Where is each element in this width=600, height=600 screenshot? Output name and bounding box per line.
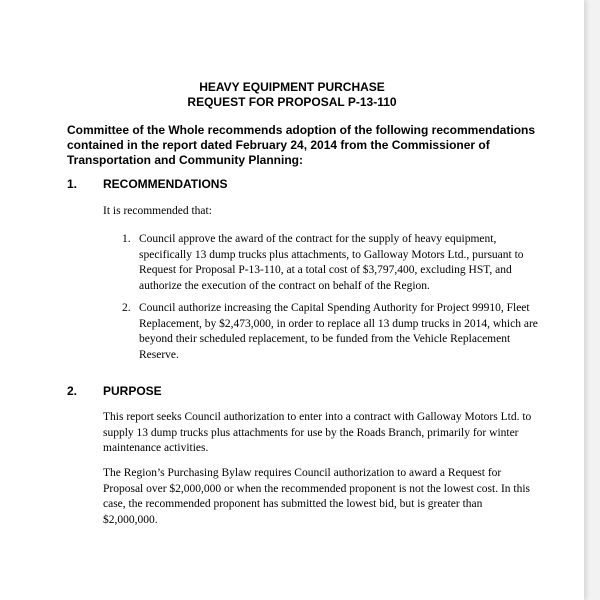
recommendation-1-text: Council approve the award of the contract for the supply of heavy equipment, specifically 13 dump trucks plus attachments, to Galloway Motors Ltd., pursuant to Request for Proposal P-13-110, at a total cost of $3,797,400, excluding HST, and authorize the execution of the contract on behalf of the Region. (139, 233, 524, 292)
document-title-line-1: HEAVY EQUIPMENT PURCHASE (199, 80, 385, 94)
section-1-number: 1. (67, 177, 78, 191)
document-title-line-2: REQUEST FOR PROPOSAL P-13-110 (187, 95, 397, 109)
section-2-number: 2. (67, 384, 78, 398)
purpose-paragraph-2: The Region’s Purchasing Bylaw requires Council authorization to award a Request for Proposal over $2,000,000 or when the recommended proponent is not the lowest cost. In this case, the recommended proponent has submitted the lowest bid, but is greater than $2,000,000. (103, 467, 531, 526)
section-2-title: PURPOSE (103, 384, 162, 398)
purpose-paragraph-1: This report seeks Council authorization to enter into a contract with Galloway Motors Ltd. to supply 13 dump trucks plus attachments for use by the Roads Branch, primarily for winter maintenance activities. (103, 411, 532, 454)
recommendation-2-text: Council authorize increasing the Capital Spending Authority for Project 99910, Fleet Replacement, by $2,473,000, in order to replace all 13 dump trucks in 2014, which are beyond their scheduled replacement, to be funded from the Vehicle Replacement Reserve. (139, 302, 538, 361)
section-1-lead: It is recommended that: (103, 205, 212, 217)
intro-paragraph: Committee of the Whole recommends adoption of the following recommendations contained in the report dated February 24, 2014 from the Commissioner of Transportation and Community Planning: (67, 123, 536, 167)
recommendation-1-number: 1. (122, 233, 131, 245)
recommendation-2-number: 2. (122, 302, 131, 314)
section-1-title: RECOMMENDATIONS (103, 177, 228, 191)
